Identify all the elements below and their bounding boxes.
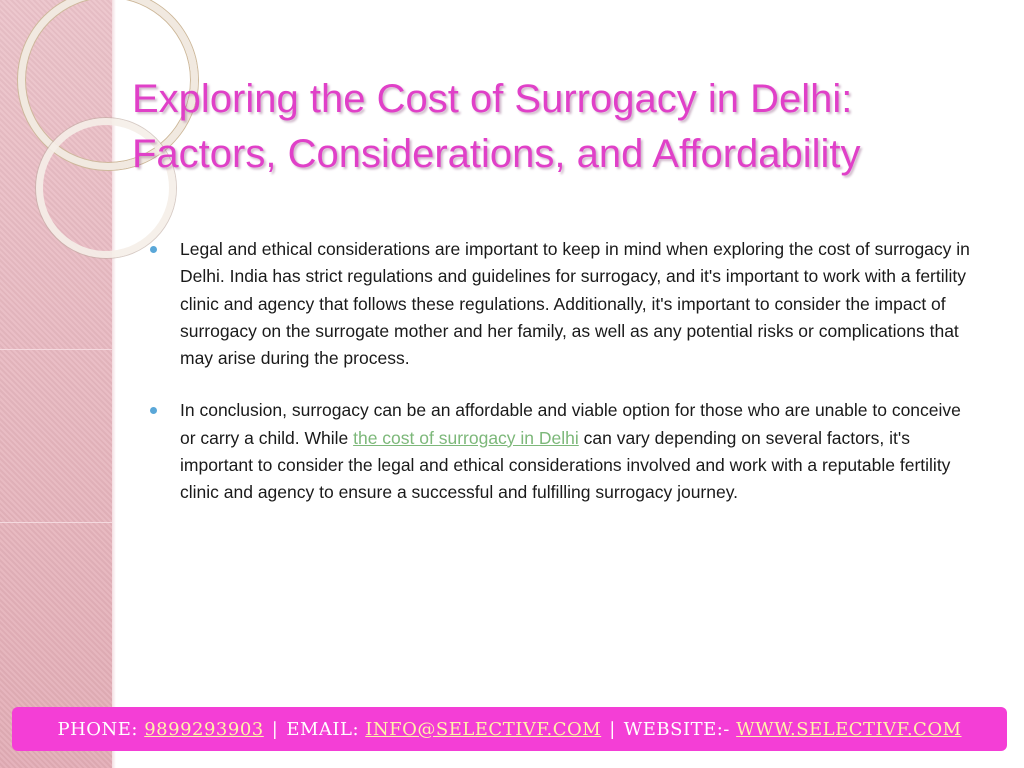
website-label: WEBSITE:-	[623, 718, 730, 740]
phone-label: PHONE:	[57, 718, 138, 740]
bullet-list	[150, 236, 980, 532]
separator: |	[609, 718, 616, 740]
side-divider	[0, 522, 112, 523]
cost-of-surrogacy-link[interactable]: the cost of surrogacy in Delhi	[353, 427, 579, 448]
separator: |	[271, 718, 279, 740]
contact-footer	[12, 707, 1007, 751]
bullet-text-before: In conclusion, surrogacy can be an affordable and viable option for those who are unable to conceive or carry a child. While	[180, 400, 961, 448]
slide-title-line-1: Exploring the Cost of Surrogacy in Delhi:	[132, 77, 853, 121]
slide-title	[132, 72, 1012, 182]
side-divider	[0, 349, 112, 350]
bullet-icon	[150, 407, 157, 414]
list-item	[150, 397, 980, 506]
bullet-icon	[150, 246, 157, 253]
phone-link[interactable]: 9899293903	[144, 718, 264, 740]
bullet-text-after: can vary depending on several factors, it's important to consider the legal and ethical considerations involved and work with a reputable fertility clinic and agency to ensure a successful and fulfilling surrogacy journey.	[180, 427, 951, 503]
list-item	[150, 236, 980, 372]
slide-title-line-2: Factors, Considerations, and Affordability	[132, 132, 861, 176]
email-link[interactable]: INFO@SELECTIVF.COM	[365, 718, 602, 740]
website-link[interactable]: WWW.SELECTIVF.COM	[736, 718, 962, 740]
email-label: EMAIL:	[286, 718, 360, 740]
bullet-text: Legal and ethical considerations are important to keep in mind when exploring the cost of surrogacy in Delhi. India has strict regulations and guidelines for surrogacy, and it's important to work with a fertility clinic and agency that follows these regulations. Additionally, it's important to consider the impact of surrogacy on the surrogate mother and her family, as well as any potential risks or complications that may arise during the process.	[180, 239, 970, 369]
